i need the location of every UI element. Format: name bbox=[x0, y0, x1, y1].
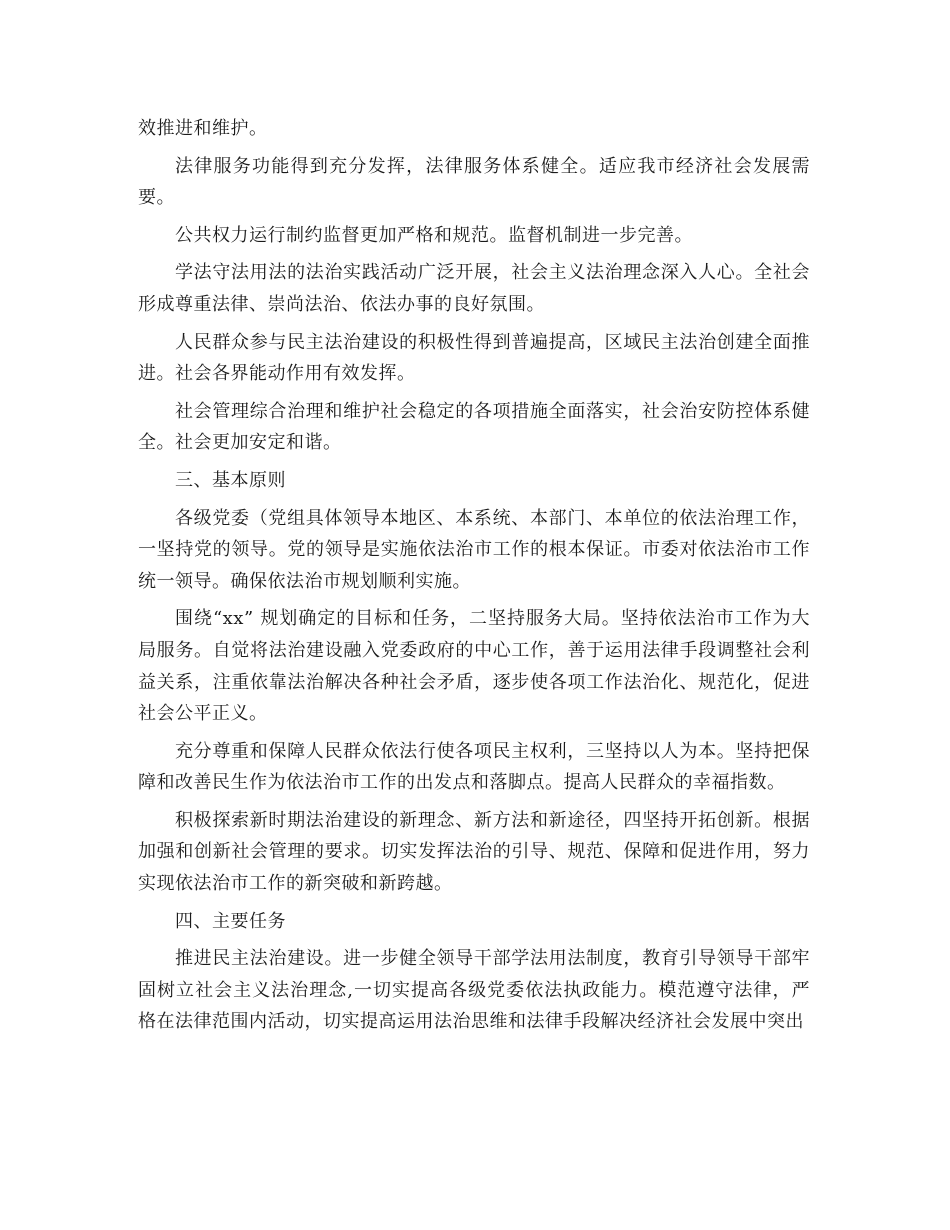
paragraph: 积极探索新时期法治建设的新理念、新方法和新途径，四坚持开拓创新。根据加强和创新社会管理的要求。切实发挥法治的引导、规范、保障和促进作用，努力实现依法治市工作的新突破和新跨越。 bbox=[138, 809, 810, 895]
paragraph: 各级党委（党组具体领导本地区、本系统、本部门、本单位的依法治理工作，一坚持党的领导。党的领导是实施依法治市工作的根本保证。市委对依法治市工作统一领导。确保依法治市规划顺利实施。 bbox=[138, 507, 810, 592]
paragraph: 学法守法用法的法治实践活动广泛开展，社会主义法治理念深入人心。全社会形成尊重法律、崇尚法治、依法办事的良好氛围。 bbox=[138, 262, 810, 315]
section-heading: 三、基本原则 bbox=[175, 469, 286, 491]
paragraph: 推进民主法治建设。进一步健全领导干部学法用法制度，教育引导领导干部牢固树立社会主义法治理念,一切实提高各级党委依法执政能力。模范遵守法律，严格在法律范围内活动，切实提高运用法治思维和法律手段解决经济社会发展中突出 bbox=[138, 948, 810, 1033]
document-page bbox=[138, 113, 810, 1044]
paragraph: 充分尊重和保障人民群众依法行使各项民主权利，三坚持以人为本。坚持把保障和改善民生作为依法治市工作的出发点和落脚点。提高人民群众的幸福指数。 bbox=[138, 740, 810, 794]
paragraph: 效推进和维护。 bbox=[138, 118, 268, 139]
section-heading: 四、主要任务 bbox=[175, 910, 286, 932]
paragraph: 法律服务功能得到充分发挥，法律服务体系健全。适应我市经济社会发展需要。 bbox=[138, 155, 810, 209]
paragraph: 社会管理综合治理和维护社会稳定的各项措施全面落实，社会治安防控体系健全。社会更加安定和谐。 bbox=[138, 400, 810, 454]
paragraph: 围绕“xx” 规划确定的目标和任务，二坚持服务大局。坚持依法治市工作为大局服务。自觉将法治建设融入党委政府的中心工作，善于运用法律手段调整社会利益关系，注重依靠法治解决各种社会矛盾，逐步使各项工作法治化、规范化，促进社会公平正义。 bbox=[138, 608, 810, 725]
paragraph: 人民群众参与民主法治建设的积极性得到普遍提高，区域民主法治创建全面推进。社会各界能动作用有效发挥。 bbox=[138, 331, 810, 385]
paragraph: 公共权力运行制约监督更加严格和规范。监督机制进一步完善。 bbox=[175, 224, 693, 246]
